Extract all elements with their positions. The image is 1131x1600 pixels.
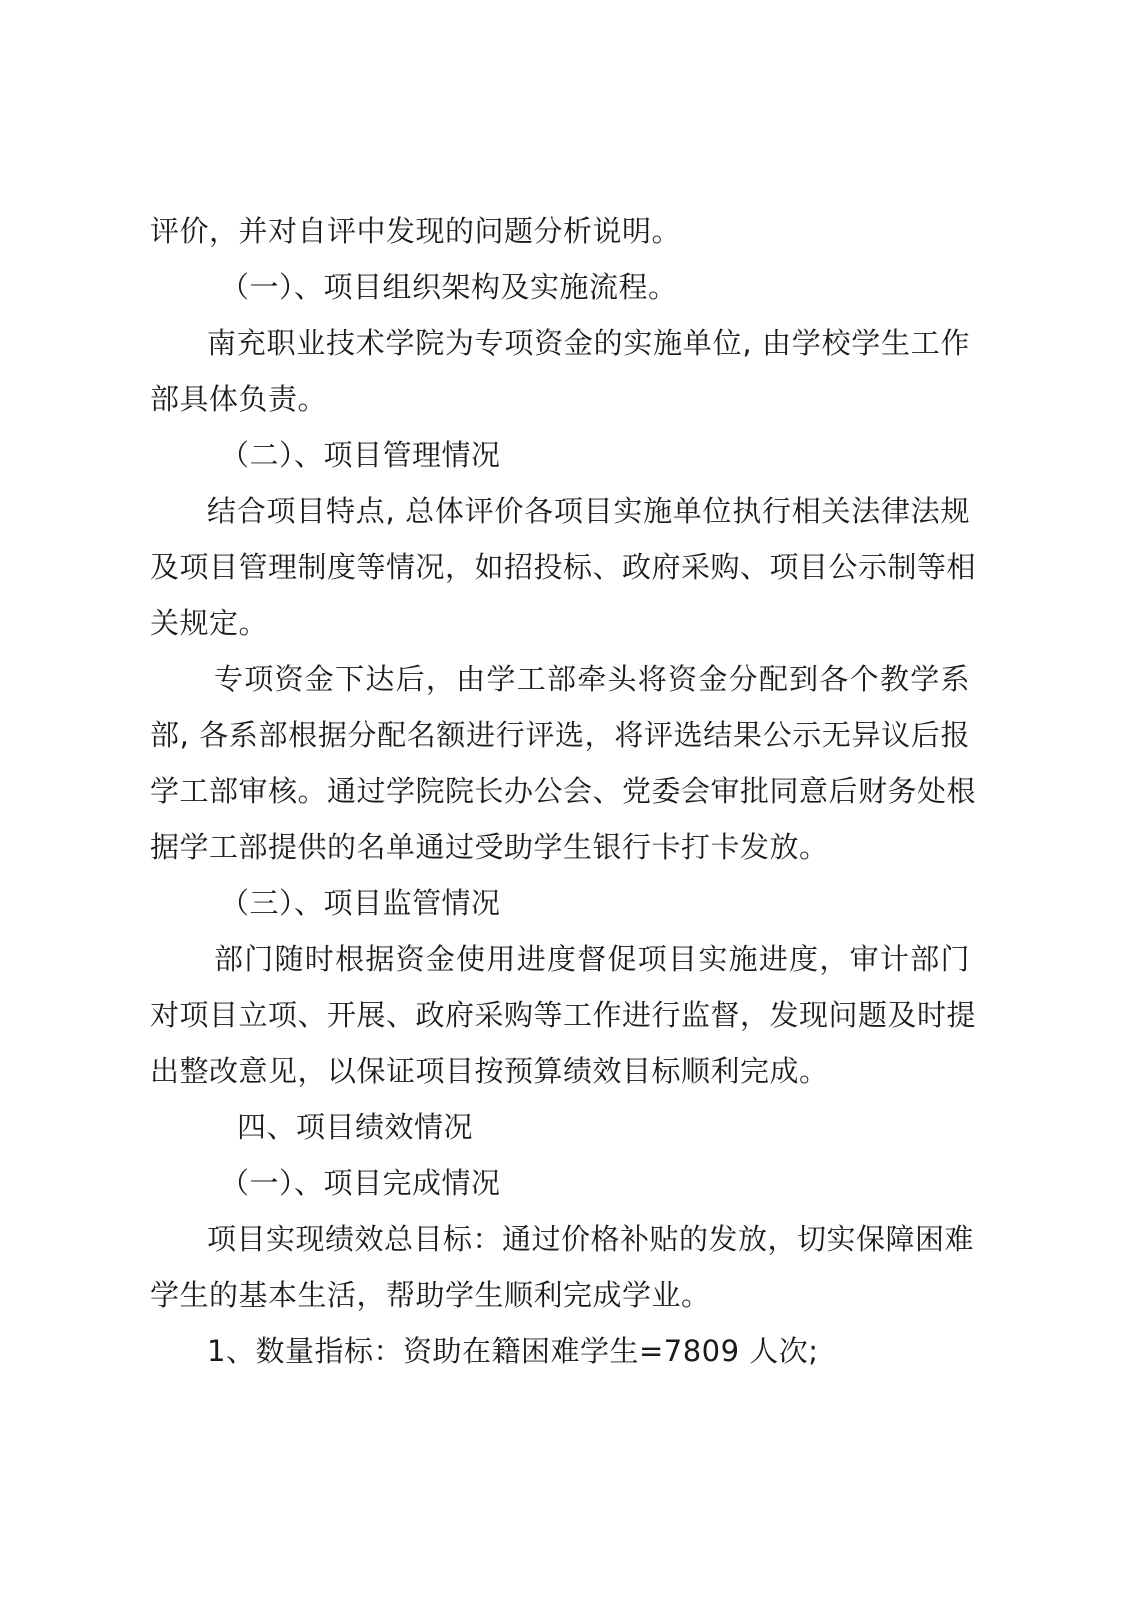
paragraph-line: 出整改意见，以保证项目按预算绩效目标顺利完成。: [150, 1054, 829, 1088]
paragraph-line: 学工部审核。通过学院院长办公会、党委会审批同意后财务处根: [150, 774, 977, 808]
paragraph-line: 据学工部提供的名单通过受助学生银行卡打卡发放。: [150, 830, 829, 864]
paragraph-line: 及项目管理制度等情况，如招投标、政府采购、项目公示制等相: [150, 550, 977, 584]
paragraph-line: 1、数量指标：资助在籍困难学生=7809 人次;: [207, 1334, 819, 1368]
paragraph-line: 对项目立项、开展、政府采购等工作进行监督，发现问题及时提: [150, 998, 977, 1032]
paragraph-line: 项目实现绩效总目标：通过价格补贴的发放，切实保障困难: [207, 1222, 975, 1256]
paragraph-line: 结合项目特点, 总体评价各项目实施单位执行相关法律法规: [207, 494, 970, 528]
paragraph-line: 学生的基本生活，帮助学生顺利完成学业。: [150, 1278, 711, 1312]
paragraph-line: 关规定。: [150, 606, 269, 640]
paragraph-line: 南充职业技术学院为专项资金的实施单位, 由学校学生工作: [207, 326, 970, 360]
paragraph-line: 部具体负责。: [150, 382, 328, 416]
section-heading: （二）、项目管理情况: [220, 438, 501, 472]
section-heading: 四、项目绩效情况: [237, 1110, 474, 1144]
paragraph-line: 评价，并对自评中发现的问题分析说明。: [150, 214, 682, 248]
paragraph-line: 专项资金下达后，由学工部牵头将资金分配到各个教学系: [214, 662, 970, 696]
section-heading: （三）、项目监管情况: [220, 886, 501, 920]
paragraph-line: 部门随时根据资金使用进度督促项目实施进度，审计部门: [214, 942, 970, 976]
paragraph-line: 部, 各系部根据分配名额进行评选，将评选结果公示无异议后报: [150, 718, 970, 752]
section-heading: （一）、项目组织架构及实施流程。: [220, 270, 678, 304]
section-heading: （一）、项目完成情况: [220, 1166, 501, 1200]
